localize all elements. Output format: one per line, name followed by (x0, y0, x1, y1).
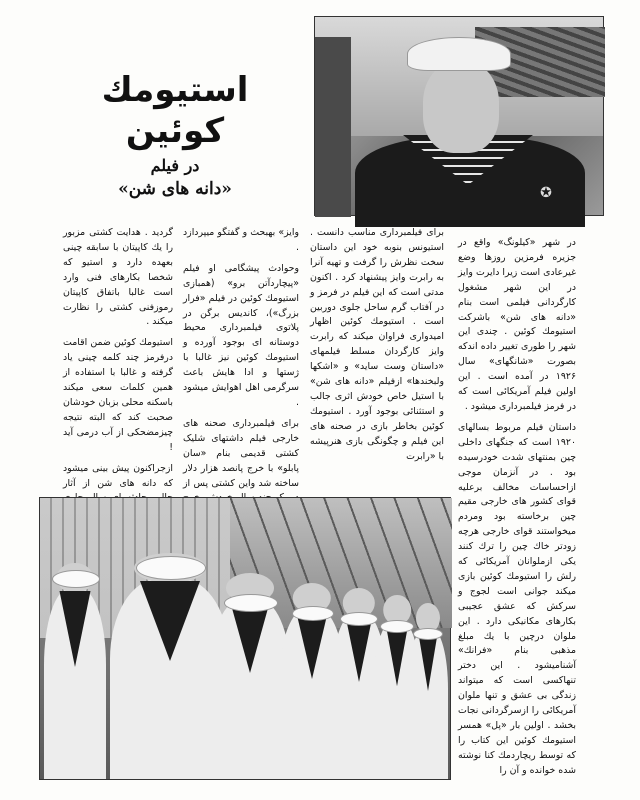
photo-sailor-hat (292, 606, 334, 621)
photo-sailor (44, 589, 106, 779)
article-subtitle-in-film: در فیلم (150, 155, 200, 175)
photo-sailor-hat (136, 556, 206, 580)
text-column-3 (183, 226, 299, 494)
photo-face (423, 61, 499, 153)
actor-portrait-photo (314, 16, 604, 216)
photo-sailor-hat (52, 570, 100, 588)
photo-pillar (315, 37, 351, 217)
text-column-4 (63, 226, 173, 494)
column-1-paragraph-2: داستان فیلم مربوط بسالهای ۱۹۲۰ است که جنگهای داخلی چین بمنتهای شدت خودرسیده بود . در آنزمان موجی ازاحساسات مخالف برعلیه قوای کشور های خارجی مقیم چین برخاسته بود ومردم میخواستند قوای خارجی هرچه زودتر خاك چین را ترك كنند یکی ازملوانان آمریکائی که رلش را استیومك كوئین بازی میکند جوانی است لجوج و سرکش که عشق عجیبی بکارهای مکانیکی دارد . این ملوان درچین با یك مبلغ مذهبی بنام «فرانك» آشنامیشود . این دختر تنهاکسی است که میتواند زندگی بی عشق و تنها ملوان آمریکائی را ازسرگردانی نجات بخشد . اولین بار «پل» همسر استیومك كوئین این کتاب را که توسط ریچاردمك كنا نوشته شده خوانده و آن را (458, 421, 576, 776)
photo-sailor-cap (407, 37, 511, 71)
text-column-2 (310, 226, 444, 494)
column-3-paragraph-3: برای فیلمبرداری صحنه های خارجی فیلم داشتهای شلیک کشتی قدیمی بنام «سان پابلو» با خرج پانصد هزار دلار ساخته شد واین کشتی پس از (183, 417, 299, 489)
photo-sailor (408, 629, 448, 779)
photo-sailor-hat (340, 612, 378, 626)
photo-sailor-hat (413, 628, 443, 640)
text-column-1 (458, 236, 576, 780)
column-3-paragraph-2: وحوادث پیشگامی او فیلم «پیچاردآتن برو» (همبازی استیومك كوئین در فیلم «فرار بزرگ»)، کاندیس برگن در پلاتوی فیلمبرداری محیط دوستانه ای بوجود آورده و استیومك كوئین نیز غالبا با ژستها و ادا هایش باعث سرگرمی اهل اهوایش میشود . (183, 262, 299, 408)
article-title-block (50, 70, 300, 199)
column-4-paragraph-1: گردید . هدایت کشتی مزبور را یك کاپیتان با سابقه چینی بعهده دارد و استیو كه شخصا بکارهای فنی وارد است غالبا باتفاق کاپیتان رموزفنی کشتی را نظارت میکند . (63, 227, 173, 328)
column-4-paragraph-2: استیومك كوئین ضمن اقامت درفرمز چند کلمه چینی یاد گرفته و غالبا با استفاده از همین کلمات سعی میکند باسکنه محلی بزبان خودشان صحبت کند که البته نتیجه چیزمضحکی از آب درمی آید ! (63, 337, 173, 453)
column-3-paragraph-1: وایز» بهبحث و گفتگو میپردازد . (183, 227, 299, 253)
column-1-paragraph-1: در شهر «کیلونگ» واقع در جزیره فرمزین روزها وضع غیرعادی است زیرا دایرت وایز در این شهر مشغول کارگردانی فیلمی است بنام «دانه های شن» باشرکت استیومك كوئین . چندی این شهر را طوری تغییر داده اندکه بصورت «شانگهای» سال ۱۹۲۶ در آمده است . این اولین فیلم آمریکائی است که در فرمز فیلمبرداری میشود . (458, 237, 576, 412)
rank-insignia-icon: ✪ (540, 185, 552, 201)
photo-sailor-hat (224, 594, 278, 612)
sailors-group-photo (39, 497, 451, 780)
article-title: استیومك كوئین (101, 70, 249, 151)
column-2-paragraph-1: برای فیلمبرداری مناسب دانست . استیونس بنوبه خود این داستان سخت نظرش را گرفت و تهیه آنرا به رابرت وایز پیشنهاد کرد . اکنون مدتی است که این فیلم در فرمز و در آفتاب گرم ساحل جلوی دوربین است . استیومك كوئین اظهار امیدواری فراوان میکند که رابرت وایز کارگردان مسلط فیلمهای «داستان وست ساید» و «اشکها ولبخندها» ازفیلم «دانه های شن» با استیل خاص خودش اثری جالب و استثنائی بوجود آورد . استیومك كوئین بخاطر بازی در صحنه های این فیلم و چگونگی بازی هنرپیشه با «رابرت (310, 227, 444, 462)
photo-sailor-hat (380, 620, 414, 633)
article-film-name: «دانه های شن» (118, 178, 232, 199)
photo-sailor (210, 599, 290, 779)
column-4-paragraph-3: ازجراکنون پیش بینی میشود که دانه های شن از آثار (63, 462, 173, 489)
